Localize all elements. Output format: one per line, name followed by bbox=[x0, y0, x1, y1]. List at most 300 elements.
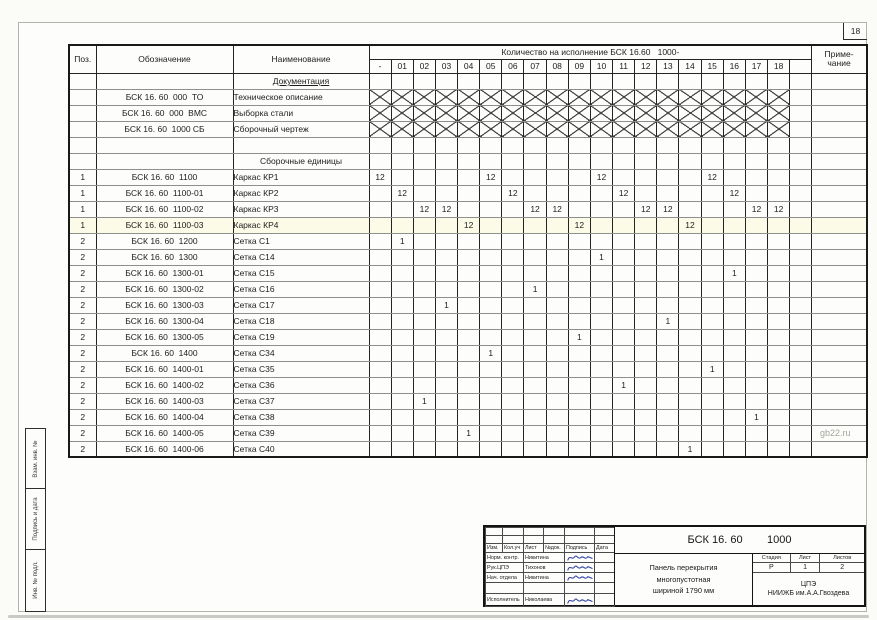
qty-cell bbox=[790, 249, 812, 265]
exec-col-header: 02 bbox=[413, 59, 435, 73]
qty-cell bbox=[391, 377, 413, 393]
col-header-quantity-group: Количество на исполнение БСК 16.60 1000- bbox=[369, 45, 812, 59]
qty-cell bbox=[768, 217, 790, 233]
qty-cell bbox=[590, 409, 612, 425]
qty-cell bbox=[745, 185, 767, 201]
pos-cell bbox=[69, 105, 96, 121]
qty-cell bbox=[435, 345, 457, 361]
signature-icon bbox=[567, 596, 593, 605]
qty-cell bbox=[745, 249, 767, 265]
qty-cell bbox=[701, 281, 723, 297]
qty-cell bbox=[546, 249, 568, 265]
qty-cell bbox=[701, 249, 723, 265]
qty-cell bbox=[435, 329, 457, 345]
qty-cell: 12 bbox=[745, 201, 767, 217]
qty-cell: 1 bbox=[657, 313, 679, 329]
designation-cell bbox=[96, 73, 233, 89]
qty-cell bbox=[768, 265, 790, 281]
note-cell bbox=[812, 249, 867, 265]
qty-cell bbox=[723, 425, 745, 441]
designation-cell: БСК 16. 60 1300-04 bbox=[96, 313, 233, 329]
qty-cell bbox=[568, 441, 590, 457]
qty-cell bbox=[458, 73, 480, 89]
qty-cell bbox=[458, 313, 480, 329]
qty-cell bbox=[502, 409, 524, 425]
exec-col-header: 14 bbox=[679, 59, 701, 73]
qty-cell bbox=[458, 441, 480, 457]
designation-cell: БСК 16. 60 1100-02 bbox=[96, 201, 233, 217]
qty-cell: 12 bbox=[458, 217, 480, 233]
qty-cell bbox=[657, 153, 679, 169]
qty-cell bbox=[613, 441, 635, 457]
qty-cell bbox=[568, 121, 590, 137]
qty-cell: 1 bbox=[723, 265, 745, 281]
qty-cell bbox=[458, 249, 480, 265]
margin-label-cell bbox=[26, 550, 45, 610]
qty-cell bbox=[635, 185, 657, 201]
qty-cell bbox=[723, 409, 745, 425]
qty-cell bbox=[413, 441, 435, 457]
qty-cell bbox=[435, 249, 457, 265]
qty-cell: 12 bbox=[679, 217, 701, 233]
qty-cell bbox=[745, 393, 767, 409]
spec-row bbox=[69, 425, 867, 441]
designation-cell: БСК 16. 60 1300-03 bbox=[96, 297, 233, 313]
qty-cell bbox=[701, 121, 723, 137]
qty-cell bbox=[701, 137, 723, 153]
designation-cell: БСК 16. 60 000 ВМС bbox=[96, 105, 233, 121]
stamp-header-cell: Лист bbox=[524, 544, 544, 553]
qty-cell bbox=[768, 233, 790, 249]
qty-cell bbox=[502, 265, 524, 281]
name-cell: Техническое описание bbox=[233, 89, 369, 105]
col-header-note bbox=[812, 45, 867, 73]
qty-cell bbox=[568, 345, 590, 361]
stamp-header-row bbox=[486, 544, 615, 553]
qty-cell: 1 bbox=[458, 425, 480, 441]
qty-cell bbox=[790, 329, 812, 345]
note-cell bbox=[812, 89, 867, 105]
qty-cell bbox=[590, 297, 612, 313]
qty-cell bbox=[590, 185, 612, 201]
qty-cell bbox=[391, 313, 413, 329]
qty-cell bbox=[480, 329, 502, 345]
qty-cell bbox=[613, 393, 635, 409]
qty-cell: 12 bbox=[701, 169, 723, 185]
qty-cell bbox=[480, 297, 502, 313]
designation-cell: БСК 16. 60 1300-02 bbox=[96, 281, 233, 297]
qty-cell bbox=[524, 185, 546, 201]
qty-cell bbox=[480, 265, 502, 281]
qty-cell bbox=[546, 121, 568, 137]
qty-cell bbox=[502, 201, 524, 217]
qty-cell bbox=[768, 425, 790, 441]
qty-cell bbox=[546, 393, 568, 409]
qty-cell bbox=[745, 73, 767, 89]
signature-table bbox=[485, 527, 615, 607]
qty-cell bbox=[546, 329, 568, 345]
qty-cell bbox=[613, 201, 635, 217]
name-cell: Каркас КР4 bbox=[233, 217, 369, 233]
qty-cell bbox=[790, 361, 812, 377]
qty-cell bbox=[701, 217, 723, 233]
pos-cell: 2 bbox=[69, 313, 96, 329]
qty-cell: 12 bbox=[413, 201, 435, 217]
qty-cell bbox=[635, 409, 657, 425]
margin-label-cell bbox=[26, 489, 45, 549]
qty-cell bbox=[369, 249, 391, 265]
qty-cell bbox=[657, 329, 679, 345]
qty-cell bbox=[524, 393, 546, 409]
qty-cell bbox=[590, 105, 612, 121]
qty-cell bbox=[480, 409, 502, 425]
qty-cell bbox=[458, 297, 480, 313]
qty-cell bbox=[391, 297, 413, 313]
qty-cell bbox=[502, 345, 524, 361]
qty-cell bbox=[568, 425, 590, 441]
qty-cell bbox=[369, 377, 391, 393]
name-cell: Сетка С37 bbox=[233, 393, 369, 409]
qty-cell bbox=[568, 281, 590, 297]
qty-cell bbox=[502, 377, 524, 393]
stage-value-cell: 1 bbox=[791, 563, 821, 572]
qty-cell bbox=[790, 409, 812, 425]
qty-cell bbox=[546, 153, 568, 169]
qty-cell bbox=[790, 169, 812, 185]
qty-cell bbox=[723, 361, 745, 377]
qty-cell bbox=[391, 441, 413, 457]
qty-cell bbox=[701, 89, 723, 105]
qty-cell bbox=[590, 329, 612, 345]
qty-cell bbox=[635, 137, 657, 153]
spec-row bbox=[69, 281, 867, 297]
qty-cell bbox=[546, 281, 568, 297]
qty-cell bbox=[723, 169, 745, 185]
stamp-title-line: многопустотная bbox=[656, 574, 711, 584]
qty-cell bbox=[413, 121, 435, 137]
qty-cell bbox=[568, 361, 590, 377]
qty-cell bbox=[369, 201, 391, 217]
qty-cell bbox=[524, 105, 546, 121]
qty-cell bbox=[790, 233, 812, 249]
qty-cell: 1 bbox=[679, 441, 701, 457]
qty-cell bbox=[524, 121, 546, 137]
qty-cell bbox=[723, 297, 745, 313]
qty-cell bbox=[502, 105, 524, 121]
note-cell bbox=[812, 409, 867, 425]
pos-cell: 2 bbox=[69, 233, 96, 249]
qty-cell: 12 bbox=[768, 201, 790, 217]
name-cell bbox=[233, 137, 369, 153]
qty-cell bbox=[369, 409, 391, 425]
qty-cell bbox=[679, 105, 701, 121]
qty-cell bbox=[635, 425, 657, 441]
stamp-header-cell: №док. bbox=[544, 544, 565, 553]
name-cell: Каркас КР3 bbox=[233, 201, 369, 217]
note-cell bbox=[812, 201, 867, 217]
qty-cell bbox=[590, 441, 612, 457]
qty-cell bbox=[768, 313, 790, 329]
qty-cell bbox=[768, 89, 790, 105]
qty-cell: 1 bbox=[413, 393, 435, 409]
pos-cell: 2 bbox=[69, 425, 96, 441]
qty-cell bbox=[413, 185, 435, 201]
qty-cell bbox=[613, 361, 635, 377]
stamp-sign-row bbox=[486, 573, 615, 583]
qty-cell bbox=[635, 441, 657, 457]
sign-date-cell bbox=[595, 594, 615, 607]
note-cell bbox=[812, 185, 867, 201]
qty-cell bbox=[524, 217, 546, 233]
qty-cell bbox=[723, 441, 745, 457]
exec-col-header: 08 bbox=[546, 59, 568, 73]
qty-cell: 12 bbox=[635, 201, 657, 217]
designation-cell: БСК 16. 60 1300-01 bbox=[96, 265, 233, 281]
qty-cell bbox=[657, 217, 679, 233]
qty-cell bbox=[745, 137, 767, 153]
qty-cell bbox=[391, 345, 413, 361]
stamp-org-line: НИИЖБ им.А.А.Гвоздева bbox=[767, 590, 850, 597]
qty-cell bbox=[723, 217, 745, 233]
spec-row bbox=[69, 377, 867, 393]
qty-cell bbox=[546, 169, 568, 185]
qty-cell bbox=[413, 313, 435, 329]
qty-cell bbox=[723, 201, 745, 217]
stage-value-cell: Р bbox=[753, 563, 791, 572]
qty-cell bbox=[369, 73, 391, 89]
qty-cell bbox=[480, 121, 502, 137]
qty-cell: 12 bbox=[502, 185, 524, 201]
signature-icon bbox=[567, 563, 593, 572]
stamp-org-line: ЦПЭ bbox=[800, 580, 817, 588]
qty-cell bbox=[790, 153, 812, 169]
qty-cell bbox=[613, 233, 635, 249]
sign-date-cell bbox=[595, 573, 615, 583]
note-cell bbox=[812, 329, 867, 345]
note-cell bbox=[812, 441, 867, 457]
qty-cell bbox=[657, 361, 679, 377]
qty-cell bbox=[502, 249, 524, 265]
qty-cell: 1 bbox=[435, 297, 457, 313]
specification-table bbox=[68, 44, 868, 458]
qty-cell bbox=[613, 409, 635, 425]
qty-cell bbox=[413, 137, 435, 153]
spec-row bbox=[69, 105, 867, 121]
qty-cell bbox=[701, 441, 723, 457]
name-cell: Сетка С35 bbox=[233, 361, 369, 377]
qty-cell bbox=[546, 265, 568, 281]
qty-cell: 12 bbox=[590, 169, 612, 185]
stage-header-row bbox=[753, 554, 864, 563]
sign-name-cell: Никитина bbox=[524, 553, 565, 563]
pos-cell: 1 bbox=[69, 169, 96, 185]
qty-cell bbox=[590, 153, 612, 169]
qty-cell bbox=[458, 233, 480, 249]
qty-cell bbox=[590, 73, 612, 89]
stage-header-cell: Листов bbox=[833, 555, 852, 561]
qty-cell: 12 bbox=[657, 201, 679, 217]
qty-cell bbox=[502, 73, 524, 89]
qty-cell bbox=[613, 345, 635, 361]
qty-cell bbox=[790, 73, 812, 89]
qty-cell bbox=[524, 137, 546, 153]
qty-cell: 12 bbox=[723, 185, 745, 201]
stamp-empty-cell bbox=[544, 528, 565, 536]
note-cell bbox=[812, 217, 867, 233]
qty-cell bbox=[568, 409, 590, 425]
qty-cell bbox=[568, 377, 590, 393]
name-cell: Сетка С19 bbox=[233, 329, 369, 345]
qty-cell bbox=[635, 265, 657, 281]
qty-cell bbox=[369, 105, 391, 121]
qty-cell bbox=[413, 249, 435, 265]
qty-cell: 1 bbox=[480, 345, 502, 361]
name-cell: Сетка С15 bbox=[233, 265, 369, 281]
qty-cell bbox=[502, 361, 524, 377]
qty-cell bbox=[413, 425, 435, 441]
qty-cell bbox=[613, 169, 635, 185]
qty-cell bbox=[458, 329, 480, 345]
qty-cell bbox=[679, 313, 701, 329]
qty-cell bbox=[369, 153, 391, 169]
qty-cell bbox=[635, 73, 657, 89]
qty-cell bbox=[391, 201, 413, 217]
qty-cell bbox=[524, 233, 546, 249]
qty-cell bbox=[768, 409, 790, 425]
qty-cell bbox=[790, 201, 812, 217]
qty-cell bbox=[657, 377, 679, 393]
qty-cell bbox=[590, 377, 612, 393]
note-cell bbox=[812, 361, 867, 377]
note-cell bbox=[812, 105, 867, 121]
qty-cell bbox=[657, 409, 679, 425]
qty-cell bbox=[369, 121, 391, 137]
qty-cell bbox=[413, 233, 435, 249]
qty-cell bbox=[745, 345, 767, 361]
pos-cell: 2 bbox=[69, 249, 96, 265]
name-cell: Сетка С18 bbox=[233, 313, 369, 329]
note-cell bbox=[812, 153, 867, 169]
exec-col-header: 12 bbox=[635, 59, 657, 73]
qty-cell bbox=[524, 345, 546, 361]
qty-cell bbox=[745, 105, 767, 121]
qty-cell bbox=[790, 425, 812, 441]
stamp-organization bbox=[753, 573, 864, 605]
qty-cell bbox=[524, 377, 546, 393]
qty-cell bbox=[701, 265, 723, 281]
qty-cell bbox=[369, 345, 391, 361]
qty-cell bbox=[679, 201, 701, 217]
qty-cell bbox=[435, 121, 457, 137]
qty-cell: 12 bbox=[435, 201, 457, 217]
qty-cell bbox=[613, 425, 635, 441]
qty-cell bbox=[480, 153, 502, 169]
stamp-empty-cell bbox=[595, 528, 615, 536]
col-header-pos: Поз. bbox=[69, 45, 96, 73]
qty-cell bbox=[480, 185, 502, 201]
qty-cell bbox=[679, 345, 701, 361]
stamp-empty-row bbox=[486, 536, 615, 544]
designation-cell: БСК 16. 60 1100-03 bbox=[96, 217, 233, 233]
spec-row bbox=[69, 249, 867, 265]
sheet-number-cell bbox=[843, 23, 867, 40]
qty-cell bbox=[524, 73, 546, 89]
qty-cell bbox=[590, 345, 612, 361]
qty-cell bbox=[613, 265, 635, 281]
qty-cell bbox=[590, 217, 612, 233]
qty-cell bbox=[391, 329, 413, 345]
note-cell bbox=[812, 265, 867, 281]
qty-cell bbox=[768, 345, 790, 361]
qty-cell bbox=[435, 233, 457, 249]
qty-cell bbox=[502, 153, 524, 169]
spec-row bbox=[69, 345, 867, 361]
qty-cell bbox=[635, 377, 657, 393]
qty-cell bbox=[524, 361, 546, 377]
stamp-sign-row bbox=[486, 563, 615, 573]
stage-value-cell: 2 bbox=[840, 564, 845, 571]
stamp-empty-cell bbox=[595, 536, 615, 544]
qty-cell bbox=[480, 313, 502, 329]
exec-col-header: 18 bbox=[768, 59, 790, 73]
name-cell bbox=[233, 73, 369, 89]
exec-col-header: 17 bbox=[745, 59, 767, 73]
qty-cell bbox=[524, 89, 546, 105]
note-header-line: чание bbox=[827, 58, 851, 69]
qty-cell bbox=[590, 265, 612, 281]
qty-cell bbox=[480, 249, 502, 265]
qty-cell bbox=[546, 73, 568, 89]
qty-cell bbox=[435, 217, 457, 233]
qty-cell bbox=[679, 425, 701, 441]
qty-cell bbox=[635, 169, 657, 185]
qty-cell: 12 bbox=[524, 201, 546, 217]
qty-cell: 1 bbox=[391, 233, 413, 249]
stamp-header-cell: Подпись bbox=[565, 544, 595, 553]
qty-cell bbox=[657, 345, 679, 361]
qty-cell bbox=[590, 121, 612, 137]
qty-cell bbox=[458, 121, 480, 137]
qty-cell bbox=[723, 105, 745, 121]
qty-cell bbox=[635, 105, 657, 121]
qty-cell bbox=[480, 281, 502, 297]
section-row bbox=[69, 73, 867, 89]
qty-cell: 1 bbox=[701, 361, 723, 377]
note-cell bbox=[812, 73, 867, 89]
title-block bbox=[483, 525, 866, 607]
pos-cell bbox=[69, 73, 96, 89]
qty-cell bbox=[790, 105, 812, 121]
qty-cell bbox=[679, 361, 701, 377]
qty-cell bbox=[590, 313, 612, 329]
qty-cell bbox=[391, 169, 413, 185]
qty-cell bbox=[369, 329, 391, 345]
qty-cell bbox=[391, 217, 413, 233]
qty-cell bbox=[701, 329, 723, 345]
qty-cell bbox=[701, 185, 723, 201]
stamp-title-line: шириной 1790 мм bbox=[652, 586, 715, 596]
qty-cell bbox=[568, 313, 590, 329]
qty-cell bbox=[413, 265, 435, 281]
sign-role-cell: Нач. отдела bbox=[486, 573, 524, 583]
qty-cell bbox=[701, 201, 723, 217]
qty-cell bbox=[458, 393, 480, 409]
qty-cell bbox=[590, 393, 612, 409]
qty-cell bbox=[413, 377, 435, 393]
stamp-header-cell: Дата bbox=[595, 544, 615, 553]
qty-cell bbox=[635, 249, 657, 265]
sign-role-cell: Норм. контр. bbox=[486, 553, 524, 563]
